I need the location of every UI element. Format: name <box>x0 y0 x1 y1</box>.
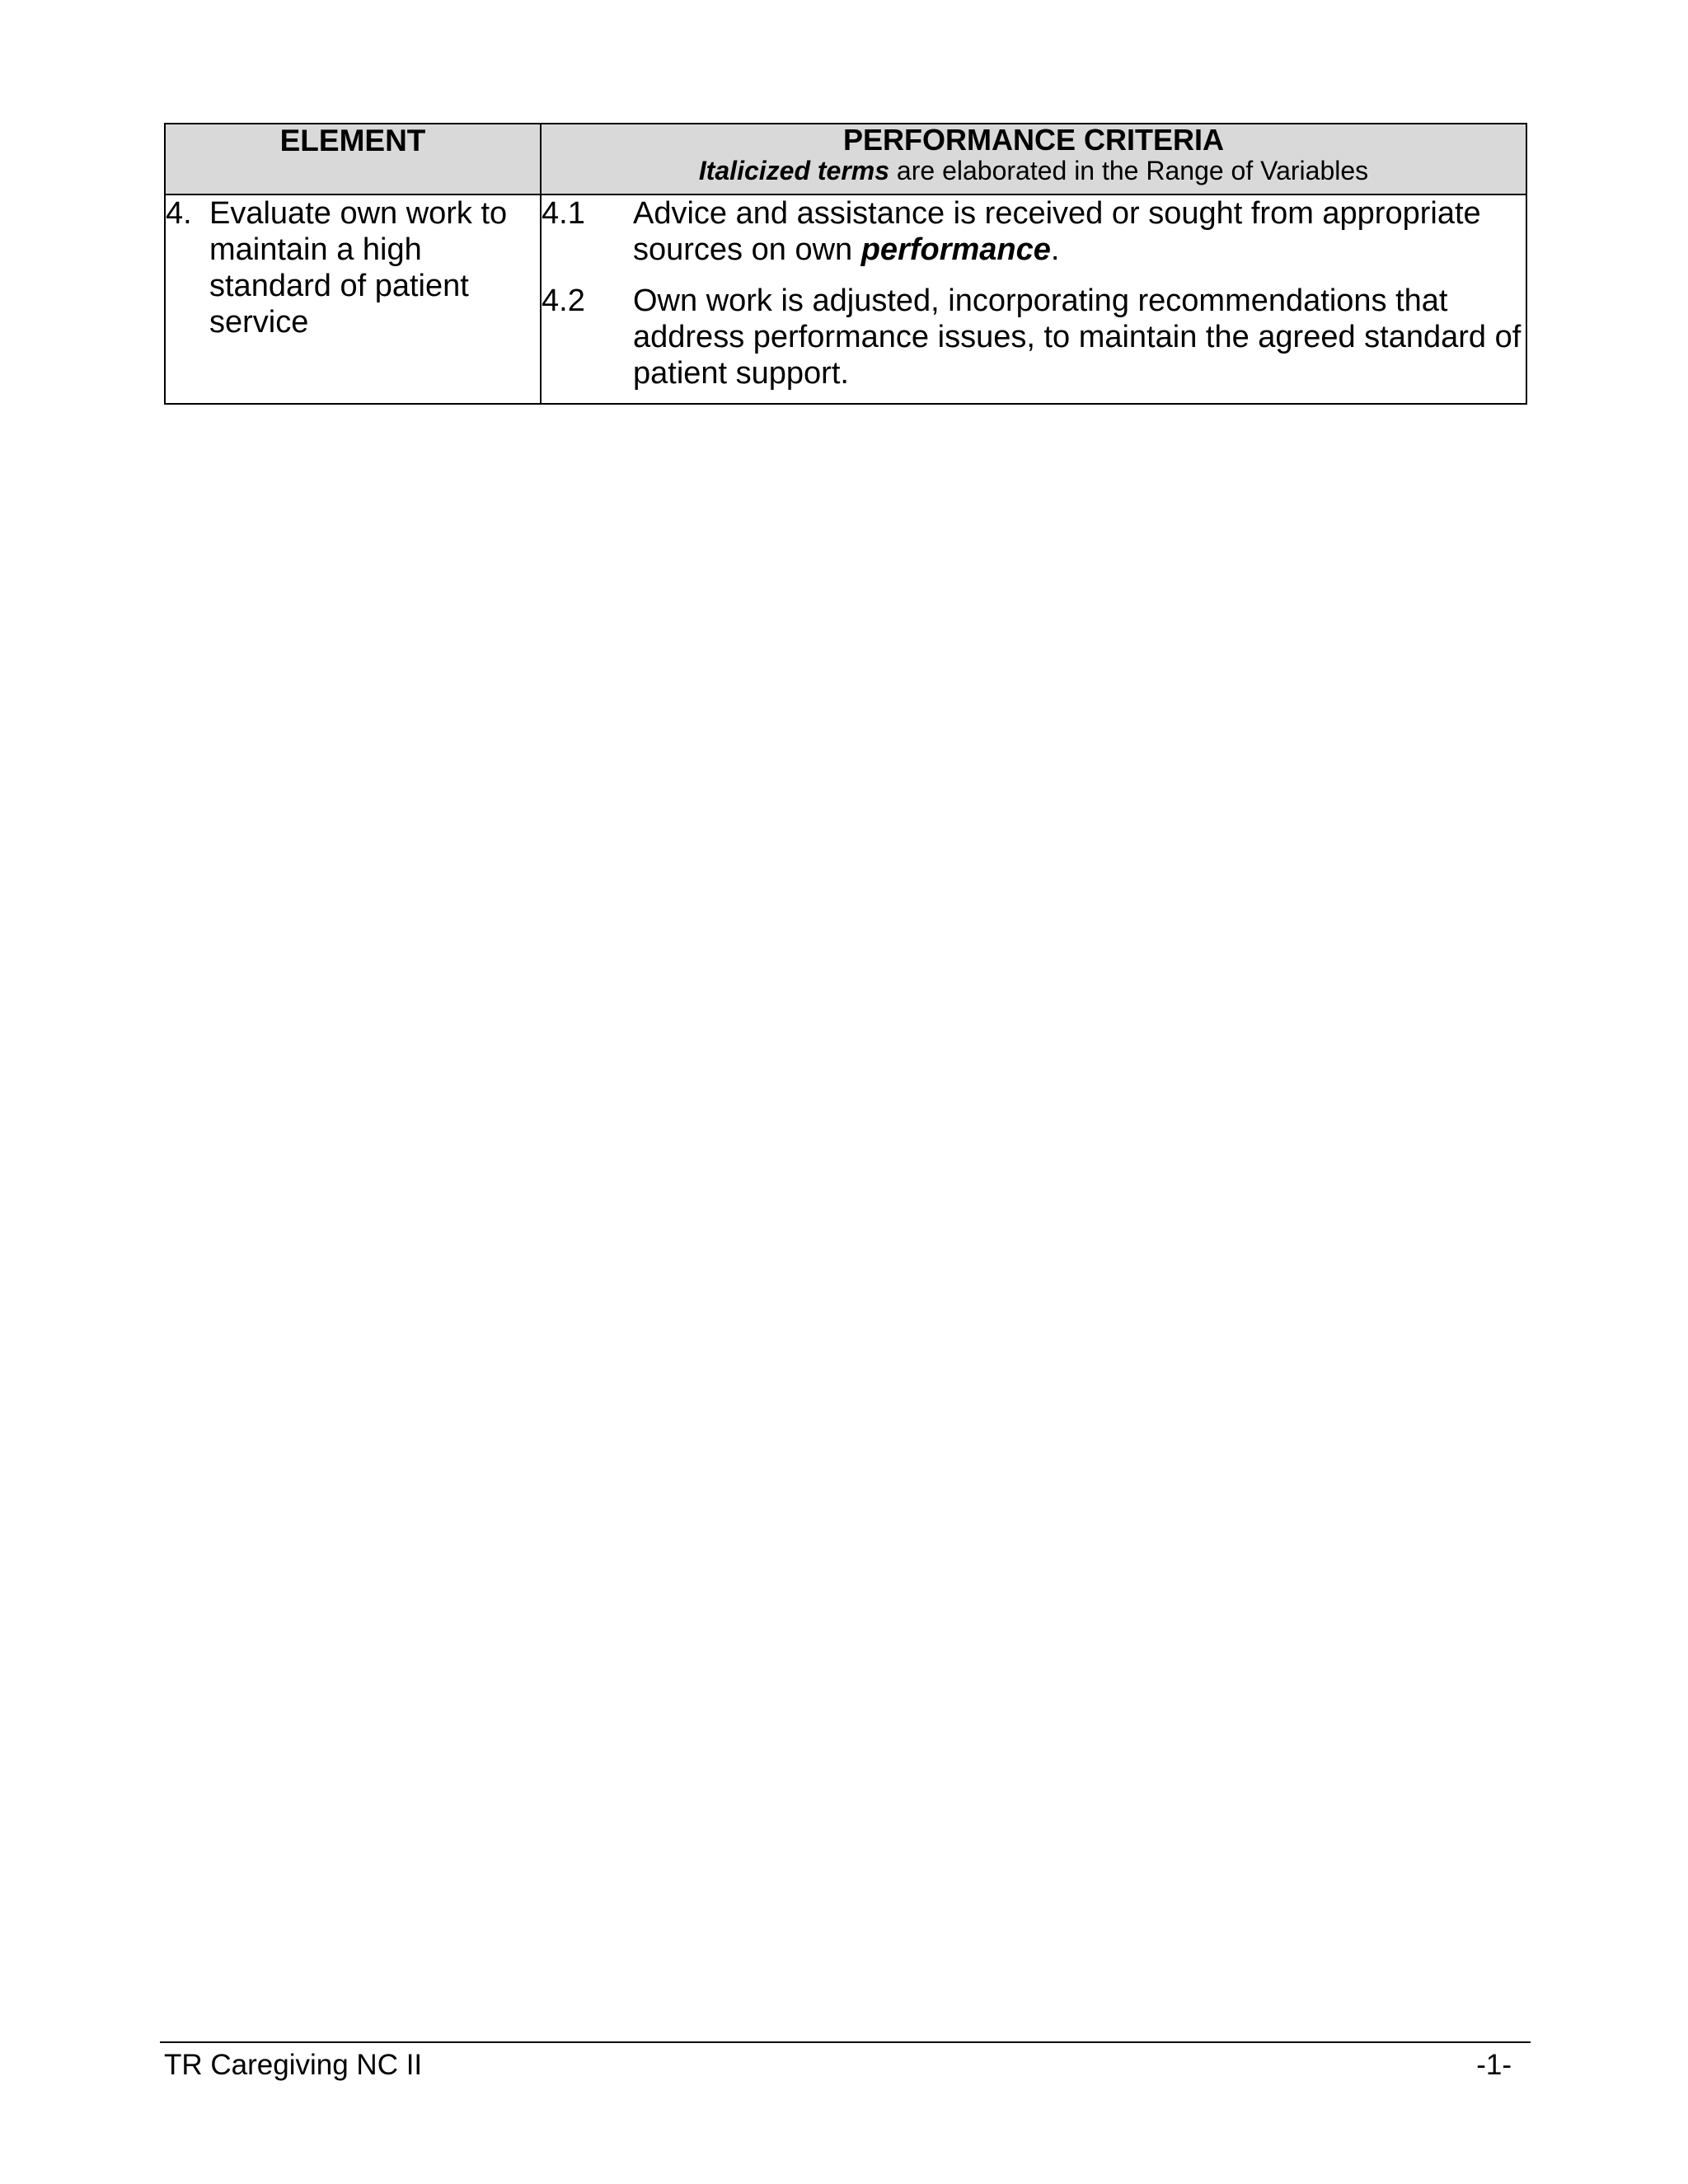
italicized-terms-label: Italicized terms <box>698 156 890 185</box>
criteria-header-subtitle <box>542 156 1526 185</box>
criteria-header-subtitle-rest: are elaborated in the Range of Variables <box>889 156 1369 185</box>
criterion-item <box>542 195 1526 268</box>
criterion-number: 4.2 <box>542 284 585 318</box>
criteria-header-title: PERFORMANCE CRITERIA <box>842 123 1224 157</box>
element-header <box>165 124 541 194</box>
criterion-text <box>633 195 1526 268</box>
criterion-text-before: Own work is adjusted, incorporating recommendations that address performance issues, to maintain the agreed standard of patient support. <box>633 284 1522 391</box>
footer-title: TR Caregiving NC II <box>164 2049 423 2081</box>
criteria-cell <box>541 194 1526 404</box>
criterion-number: 4.1 <box>542 196 585 231</box>
table-row <box>165 194 1526 404</box>
criterion-italic-term: performance <box>860 232 1051 267</box>
criterion-text-after: . <box>1050 232 1060 267</box>
criteria-header <box>541 124 1526 194</box>
criterion-item <box>542 283 1526 391</box>
competency-table <box>164 123 1527 405</box>
element-text: Evaluate own work to maintain a high standard of patient service <box>209 196 508 340</box>
element-item <box>166 195 540 340</box>
criterion-text <box>633 283 1526 391</box>
table-header-row <box>165 124 1526 194</box>
element-header-label: ELEMENT <box>279 124 426 157</box>
footer-divider <box>160 2041 1531 2043</box>
criterion-text-before: Advice and assistance is received or sought from appropriate sources on own <box>633 196 1481 267</box>
element-number: 4. <box>166 196 192 231</box>
element-cell <box>165 194 541 404</box>
page-number: -1- <box>1476 2049 1512 2081</box>
